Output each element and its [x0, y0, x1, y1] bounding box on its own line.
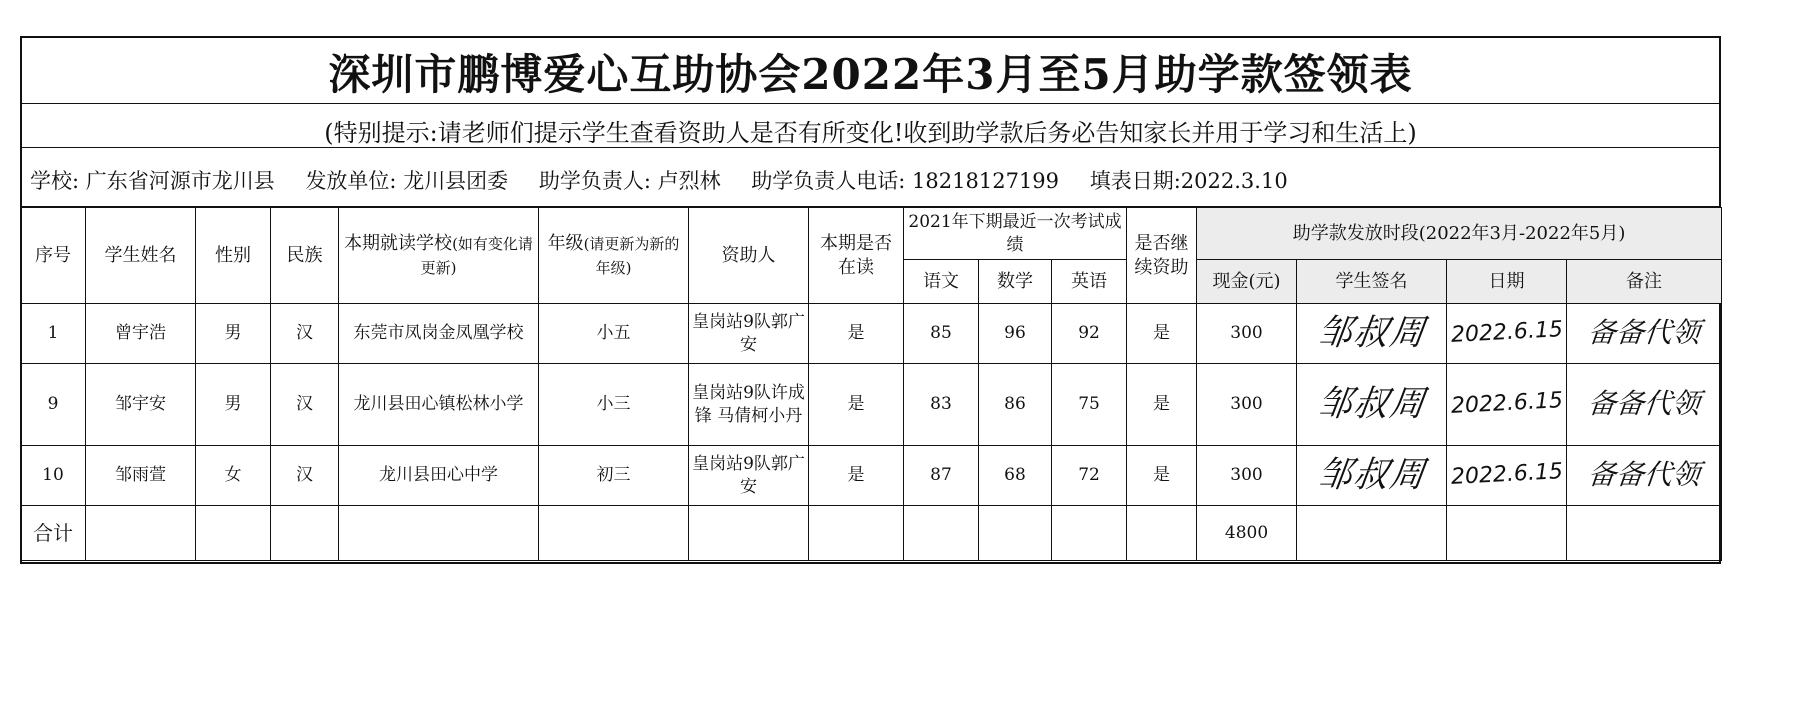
header-gender: 性别	[196, 208, 271, 304]
handwritten-date: 2022.6.15	[1449, 459, 1564, 491]
header-grade-note: (请更新为新的年级)	[583, 235, 680, 277]
empty-cell	[1447, 506, 1567, 561]
cell-enrolled: 是	[809, 446, 904, 506]
cell-signature	[1297, 446, 1447, 506]
header-cash: 现金(元)	[1197, 260, 1297, 304]
empty-cell	[539, 506, 689, 561]
cell-continue: 是	[1127, 304, 1197, 364]
info-date: 填表日期:2022.3.10	[1089, 169, 1288, 193]
cell-sponsor: 皇岗站9队郭广安	[689, 446, 809, 506]
cell-math: 86	[979, 364, 1052, 446]
cell-cash: 300	[1197, 446, 1297, 506]
info-contact: 助学负责人: 卢烈林	[538, 169, 721, 193]
header-continue: 是否继续资助	[1127, 208, 1197, 304]
header-remark: 备注	[1567, 260, 1722, 304]
cell-chinese: 83	[904, 364, 979, 446]
cell-continue: 是	[1127, 446, 1197, 506]
cell-gender: 男	[196, 364, 271, 446]
cell-grade: 初三	[539, 446, 689, 506]
header-sign-date: 日期	[1447, 260, 1567, 304]
cell-ethnicity: 汉	[271, 446, 339, 506]
cell-name: 曾宇浩	[86, 304, 196, 364]
handwritten-signature: 邹叔周	[1314, 454, 1429, 497]
cell-remark	[1567, 304, 1722, 364]
cell-name: 邹雨萱	[86, 446, 196, 506]
cell-chinese: 85	[904, 304, 979, 364]
empty-cell	[196, 506, 271, 561]
cell-sign-date	[1447, 364, 1567, 446]
cell-school: 龙川县田心中学	[339, 446, 539, 506]
total-row	[21, 506, 1722, 561]
cell-enrolled: 是	[809, 364, 904, 446]
total-label: 合计	[21, 506, 86, 561]
table-row	[21, 364, 1722, 446]
notice-band	[22, 104, 1719, 148]
cell-name: 邹宇安	[86, 364, 196, 446]
cell-sign-date	[1447, 446, 1567, 506]
empty-cell	[86, 506, 196, 561]
handwritten-signature: 邹叔周	[1314, 312, 1429, 355]
empty-cell	[271, 506, 339, 561]
handwritten-remark: 备备代领	[1586, 387, 1702, 421]
handwritten-remark: 备备代领	[1586, 458, 1702, 492]
cell-math: 68	[979, 446, 1052, 506]
cell-chinese: 87	[904, 446, 979, 506]
cell-sponsor: 皇岗站9队许成锋 马倩柯小丹	[689, 364, 809, 446]
cell-school: 东莞市凤岗金凤凰学校	[339, 304, 539, 364]
cell-school: 龙川县田心镇松林小学	[339, 364, 539, 446]
header-school	[339, 208, 539, 304]
total-cash: 4800	[1197, 506, 1297, 561]
handwritten-date: 2022.6.15	[1449, 388, 1564, 420]
cell-remark	[1567, 446, 1722, 506]
sheet-title: 深圳市鹏博爱心互助协会2022年3月至5月助学款签领表	[328, 50, 1413, 99]
info-school: 学校: 广东省河源市龙川县	[30, 169, 275, 193]
empty-cell	[1127, 506, 1197, 561]
cell-no: 10	[21, 446, 86, 506]
table-row	[21, 304, 1722, 364]
empty-cell	[1297, 506, 1447, 561]
cell-english: 92	[1052, 304, 1127, 364]
empty-cell	[979, 506, 1052, 561]
header-name: 学生姓名	[86, 208, 196, 304]
info-line	[30, 165, 1312, 195]
header-sponsor: 资助人	[689, 208, 809, 304]
cell-math: 96	[979, 304, 1052, 364]
info-phone: 助学负责人电话: 18218127199	[751, 169, 1060, 193]
cell-ethnicity: 汉	[271, 304, 339, 364]
cell-sponsor: 皇岗站9队郭广安	[689, 304, 809, 364]
empty-cell	[904, 506, 979, 561]
header-math: 数学	[979, 260, 1052, 304]
header-row-1	[21, 208, 1722, 260]
header-signature: 学生签名	[1297, 260, 1447, 304]
header-grade	[539, 208, 689, 304]
cell-english: 75	[1052, 364, 1127, 446]
title-band	[22, 38, 1719, 104]
sign-off-sheet	[20, 36, 1721, 564]
cell-english: 72	[1052, 446, 1127, 506]
special-notice: (特别提示:请老师们提示学生查看资助人是否有所变化!收到助学款后务必告知家长并用于学习和生活上)	[324, 119, 1417, 147]
handwritten-date: 2022.6.15	[1449, 317, 1564, 349]
cell-gender: 男	[196, 304, 271, 364]
header-grade-label: 年级	[547, 233, 584, 255]
header-scores: 2021年下期最近一次考试成绩	[904, 208, 1127, 260]
cell-signature	[1297, 364, 1447, 446]
cell-no: 1	[21, 304, 86, 364]
handwritten-remark: 备备代领	[1586, 316, 1702, 350]
empty-cell	[689, 506, 809, 561]
cell-ethnicity: 汉	[271, 364, 339, 446]
cell-remark	[1567, 364, 1722, 446]
header-english: 英语	[1052, 260, 1127, 304]
info-band	[22, 148, 1719, 207]
handwritten-signature: 邹叔周	[1314, 383, 1429, 426]
cell-continue: 是	[1127, 364, 1197, 446]
header-ethnicity: 民族	[271, 208, 339, 304]
empty-cell	[339, 506, 539, 561]
table-row	[21, 446, 1722, 506]
cell-sign-date	[1447, 304, 1567, 364]
student-table	[20, 207, 1722, 561]
cell-cash: 300	[1197, 304, 1297, 364]
header-school-label: 本期就读学校	[344, 233, 453, 255]
empty-cell	[809, 506, 904, 561]
cell-grade: 小五	[539, 304, 689, 364]
cell-grade: 小三	[539, 364, 689, 446]
empty-cell	[1052, 506, 1127, 561]
header-chinese: 语文	[904, 260, 979, 304]
header-no: 序号	[21, 208, 86, 304]
header-school-note: (如有变化请更新)	[420, 235, 533, 277]
header-enrolled: 本期是否在读	[809, 208, 904, 304]
header-period: 助学款发放时段(2022年3月-2022年5月)	[1197, 208, 1722, 260]
cell-enrolled: 是	[809, 304, 904, 364]
cell-cash: 300	[1197, 364, 1297, 446]
info-issuer: 发放单位: 龙川县团委	[305, 169, 509, 193]
cell-signature	[1297, 304, 1447, 364]
empty-cell	[1567, 506, 1722, 561]
cell-no: 9	[21, 364, 86, 446]
cell-gender: 女	[196, 446, 271, 506]
